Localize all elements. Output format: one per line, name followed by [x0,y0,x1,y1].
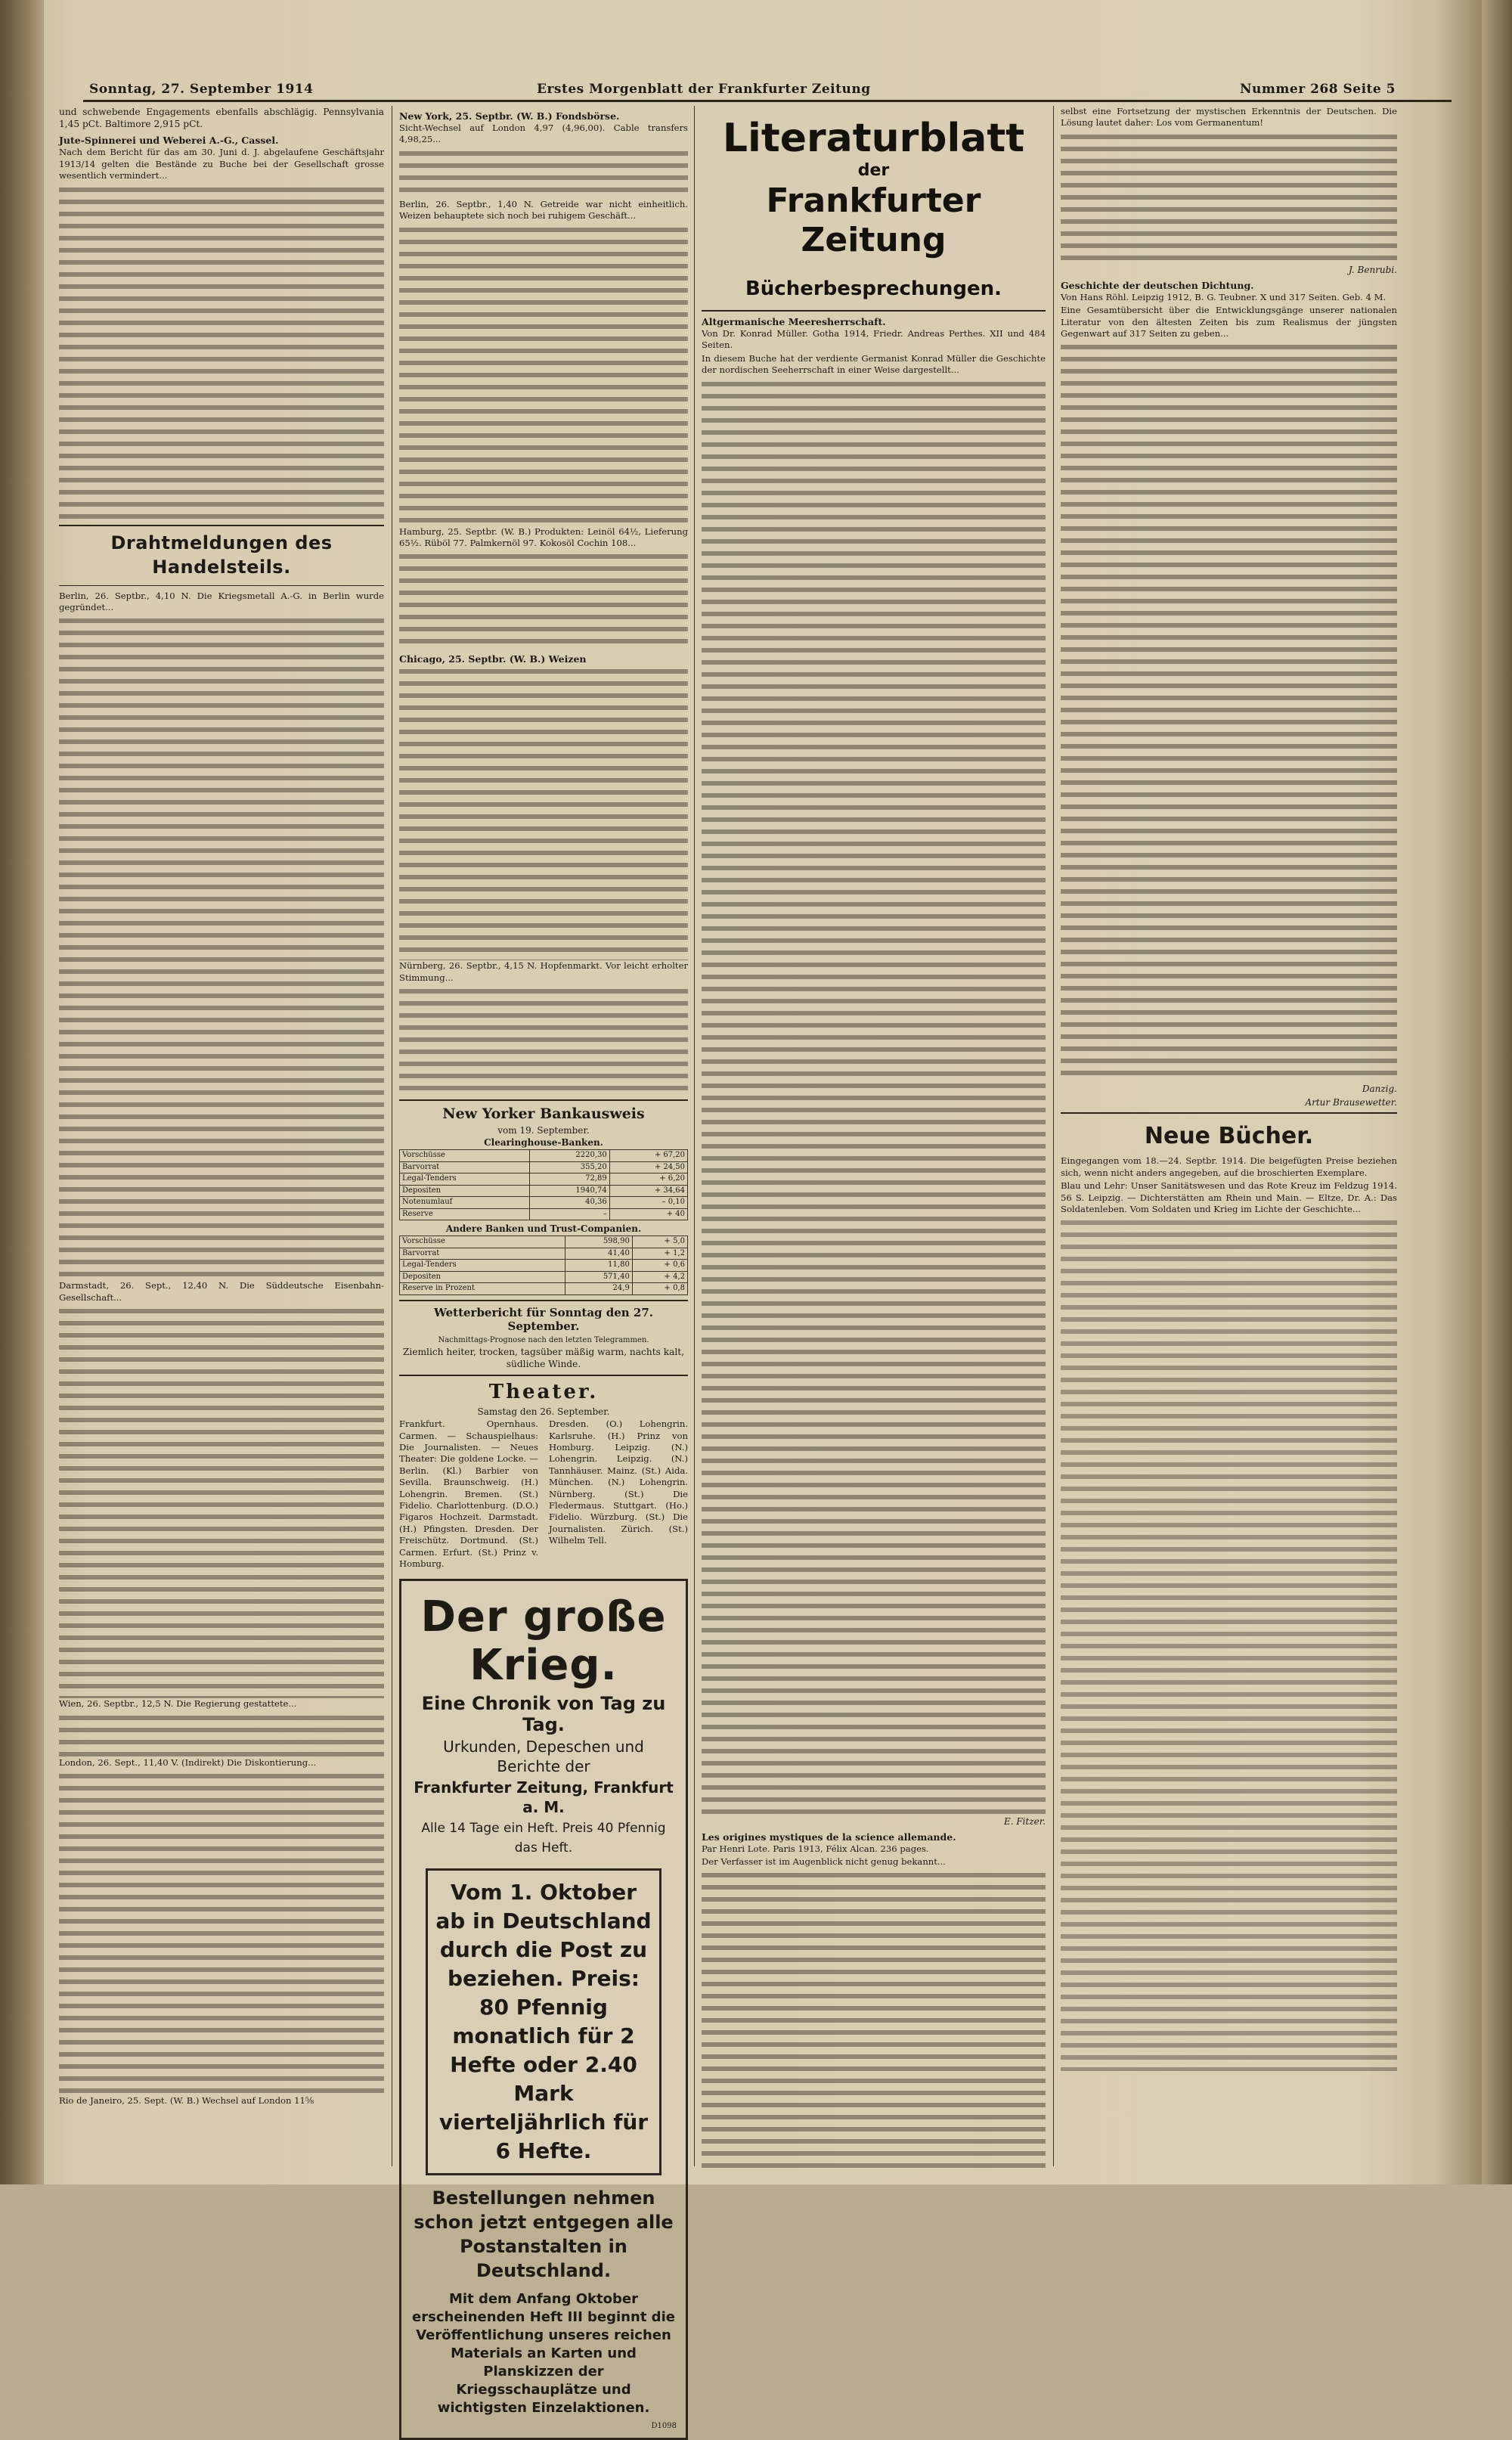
table-cell: 11,80 [565,1260,632,1272]
table-cell: Depositen [400,1185,530,1197]
berlin-grain: Berlin, 26. Septbr., 1,40 N. Getreide war nicht einheitlich. Weizen behauptete sich noch bei ruhigem Geschäft... [399,198,688,222]
table-cell: 571,40 [565,1271,632,1283]
ad-title: Der große Krieg. [420,1592,667,1691]
text-block [702,1869,1046,2172]
ad-line: Urkunden, Depeschen und Berichte der [443,1738,644,1776]
table-row [400,1236,688,1248]
chicago-heading: Chicago, 25. Septbr. (W. B.) Weizen [399,653,587,665]
new-books-intro: Eingegangen vom 18.—24. Septbr. 1914. Die beigefügten Preise beziehen sich, wenn nicht anders angegeben, auf die broschierten Exemplare. [1061,1155,1397,1178]
ad-price-text: Vom 1. Oktober ab in Deutschland durch die Post zu beziehen. Preis: 80 Pfennig monatlich für 2 Hefte oder 2.40 Mark vierteljährlich für 6 Hefte. [435,1880,652,2164]
table-cell: – 0,10 [609,1197,687,1209]
firm-heading: Jute-Spinnerei und Weberei A.-G., Cassel. [59,135,279,147]
table-cell: Barvorrat [400,1161,530,1173]
table-cell: 40,36 [530,1197,610,1209]
column-rule [1053,106,1054,2166]
newyork-heading: New York, 25. Septbr. (W. B.) Fondsbörse. [399,110,620,122]
table-cell: + 67,20 [609,1150,687,1162]
section-rule [399,1300,688,1301]
literature-title-der: der [857,161,890,180]
table-cell: Reserve in Prozent [400,1283,565,1295]
telegram-rio: Rio de Janeiro, 25. Sept. (W. B.) Wechsel auf London 11⅝ [59,2095,314,2107]
column-literature [702,106,1046,2166]
table-row [400,1197,688,1209]
section-rule [399,1375,688,1376]
table-cell: + 6,20 [609,1173,687,1186]
table-cell: Barvorrat [400,1248,565,1260]
hamburg-products: Hamburg, 25. Septbr. (W. B.) Produkten: Leinöl 64½, Lieferung 65½. Rüböl 77. Palmkernöl 97. Kokosöl Cochin 108... [399,526,688,549]
review-byline: Von Dr. Konrad Müller. Gotha 1914, Friedr. Andreas Perthes. XII und 484 Seiten. [702,328,1046,351]
text-block [1061,131,1397,263]
literature-title: Literaturblatt [722,116,1025,161]
column-commerce [59,106,384,2166]
ad-line: Alle 14 Tage ein Heft. Preis 40 Pfennig das Heft. [421,1821,666,1856]
table-row [400,1208,688,1220]
theater-title: Theater. [488,1381,599,1404]
bank-report-table [399,1149,688,1220]
section-rule [59,525,384,526]
review-title-2: Les origines mystiques de la science allemande. [702,1831,956,1843]
text-block [59,1712,384,1757]
book-binding [0,0,44,2184]
text-block [399,985,688,1095]
review-signature: J. Benrubi. [1349,264,1397,275]
table-cell: 1940,74 [530,1185,610,1197]
table-cell: + 5,0 [632,1236,687,1248]
masthead-title: Erstes Morgenblatt der Frankfurter Zeitung [537,82,871,97]
table-cell: 598,90 [565,1236,632,1248]
section-rule [399,1099,688,1101]
table-cell: + 1,2 [632,1248,687,1260]
masthead-date: Sonntag, 27. September 1914 [89,82,314,97]
weather-title: Wetterbericht für Sonntag den 27. September. [433,1305,654,1333]
review-byline-2: Par Henri Lote. Paris 1913, Félix Alcan. 236 pages. [702,1843,929,1854]
ad-line: Frankfurter Zeitung, Frankfurt a. M. [414,1778,674,1817]
review-place: Danzig. [1362,1084,1397,1095]
column-rule [694,106,695,2166]
review-signature-2: Artur Brausewetter. [1305,1097,1397,1108]
theater-list-right: Dresden. (O.) Lohengrin. Karlsruhe. (H.) Prinz von Homburg. Leipzig. (N.) Lohengrin. Leipzig. (N.) Tannhäuser. Mainz. (St.) Aida. München. (N.) Lohengrin. Nürnberg. (St.) Die Fledermaus. Stuttgart. (Ho.) Fidelio. Würzburg. (St.) Die Journalisten. Zürich. (St.) Wilhelm Tell. [549,1418,688,1546]
review-text: Eine Gesamtübersicht über die Entwicklungsgänge unserer nationalen Literatur von den ältesten Zeiten bis zum Realismus der jüngsten Gegenwart auf 317 Seiten zu geben... [1061,305,1397,339]
table-cell: Vorschüsse [400,1150,530,1162]
intro-text: und schwebende Engagements ebenfalls abschlägig. Pennsylvania 1,45 pCt. Baltimore 2,915 pCt. [59,107,384,130]
weather-subtitle: Nachmittags-Prognose nach den letzten Telegrammen. [438,1335,649,1344]
advertisement-der-grosse-krieg [399,1579,688,2440]
section-rule [1061,1112,1397,1114]
text-block [1061,341,1397,1082]
book-list-block [1061,1217,1397,2071]
table-cell: + 24,50 [609,1161,687,1173]
bank-report-subtitle: Clearinghouse-Banken. [484,1137,603,1149]
theater-list-left: Frankfurt. Opernhaus. Carmen. — Schauspielhaus: Die Journalisten. — Neues Theater: Die goldene Locke. — Berlin. (Kl.) Barbier von Sevilla. Braunschweig. (H.) Lohengrin. Bremen. (St.) Fidelio. Charlottenburg. (D.O.) Figaros Hochzeit. Darmstadt. (H.) Pfingsten. Dresden. Der Freischütz. Dortmund. (St.) Carmen. Erfurt. (St.) Prinz v. Homburg. [399,1418,538,1570]
section-rule [59,585,384,586]
column-books [1061,106,1397,2166]
table-cell: + 0,8 [632,1283,687,1295]
bank-report-subtitle-2: Andere Banken und Trust-Companien. [445,1223,642,1235]
table-cell: Depositen [400,1271,565,1283]
theater-listings [399,1418,688,1571]
table-cell: + 0,6 [632,1260,687,1272]
ad-heft-note: Mit dem Anfang Oktober erscheinenden Heft III beginnt die Veröffentlichung unseres reichen Materials an Karten und Planskizzen der Kriegsschauplätze und wichtigsten Einzelaktionen. [412,2291,675,2417]
text-block [59,184,384,520]
literature-subtitle: Bücherbesprechungen. [745,277,1002,300]
ad-order-text: Bestellungen nehmen schon jetzt entgegen alle Postanstalten in Deutschland. [414,2187,674,2282]
table-row [400,1260,688,1272]
page-edge [1482,0,1512,2184]
telegram-darmstadt: Darmstadt, 26. Sept., 12,40 N. Die Süddeutsche Eisenbahn-Gesellschaft... [59,1280,384,1303]
review-title: Altgermanische Meeresherrschaft. [702,316,886,327]
text-block [59,1305,384,1698]
table-cell: + 40 [609,1208,687,1220]
table-cell: Vorschüsse [400,1236,565,1248]
column-markets [399,106,688,2431]
ad-subtitle: Eine Chronik von Tag zu Tag. [421,1693,666,1736]
ad-price-box [426,1868,662,2175]
weather-text: Ziemlich heiter, trocken, tagsüber mäßig warm, nachts kalt, südliche Winde. [402,1346,685,1369]
bank-report-title: New Yorker Bankausweis [442,1105,645,1123]
table-row [400,1248,688,1260]
theater-date: Samstag den 26. September. [477,1406,610,1418]
text-block [399,147,688,199]
table-cell: Legal-Tenders [400,1260,565,1272]
section-rule [702,310,1046,312]
text-block [59,1770,384,2095]
literature-title-frankfurter: Frankfurter Zeitung [766,181,981,259]
review-text: In diesem Buche hat der verdiente Germanist Konrad Müller die Geschichte der nordischen Seeherrschaft in einer Weise dargestellt... [702,352,1046,376]
ad-code: D1098 [651,2422,677,2431]
table-cell: 355,20 [530,1161,610,1173]
table-cell: + 34,64 [609,1185,687,1197]
firm-text: Nach dem Bericht für das am 30. Juni d. J. abgelaufene Geschäftsjahr 1913/14 gelten die Bestände zu Buche bei der Gesellschaft grosse wesentlich vermindert... [59,147,384,181]
table-cell: – [530,1208,610,1220]
price-table [399,550,688,649]
table-row [400,1283,688,1295]
intro-text: selbst eine Fortsetzung der mystischen Erkenntnis der Deutschen. Die Lösung lautet daher: Los vom Germanentum! [1061,106,1397,129]
table-cell: 2220,30 [530,1150,610,1162]
new-books-list: Blau und Lehr: Unser Sanitätswesen und das Rote Kreuz im Feldzug 1914. 56 S. Leipzig. — Dichterstätten am Rhein und Main. — Eltze, Dr. A.: Das Soldatenleben. Vom Soldaten und Krieg im Lichte der Geschichte... [1061,1180,1397,1215]
masthead-rule [83,100,1452,102]
nuremberg-hops: Nürnberg, 26. Septbr., 4,15 N. Hopfenmarkt. Vor leicht erholter Stimmung... [399,960,688,983]
review-title: Geschichte der deutschen Dichtung. [1061,279,1254,291]
review-text-2: Der Verfasser ist im Augenblick nicht genug bekannt... [702,1856,946,1868]
telegram-berlin: Berlin, 26. Septbr., 4,10 N. Die Kriegsmetall A.-G. in Berlin wurde gegründet... [59,590,384,613]
bank-report-date: vom 19. September. [497,1125,590,1136]
review-signature: E. Fitzer. [1003,1815,1046,1827]
telegram-london: London, 26. Sept., 11,40 V. (Indirekt) Die Diskontierung... [59,1756,317,1768]
text-block [702,378,1046,1815]
table-row [400,1173,688,1186]
price-table [399,847,688,960]
newyork-text: Sicht-Wechsel auf London 4,97 (4,96,00). Cable transfers 4,98,25... [399,122,688,145]
table-cell: + 4,2 [632,1271,687,1283]
table-cell: 41,40 [565,1248,632,1260]
text-block [399,224,688,526]
table-row [400,1161,688,1173]
text-block [59,615,384,1280]
table-cell: 24,9 [565,1283,632,1295]
table-row [400,1150,688,1162]
table-cell: 72,89 [530,1173,610,1186]
table-cell: Reserve [400,1208,530,1220]
new-books-title: Neue Bücher. [1144,1123,1314,1150]
telegram-wien: Wien, 26. Septbr., 12,5 N. Die Regierung gestattete... [59,1698,297,1710]
table-cell: Notenumlauf [400,1197,530,1209]
review-byline: Von Hans Röhl. Leipzig 1912, B. G. Teubner. X und 317 Seiten. Geb. 4 M. [1061,291,1387,302]
bank-report-table-2 [399,1236,688,1295]
text-block [399,665,688,847]
table-cell: Legal-Tenders [400,1173,530,1186]
section-title-telegrams: Drahtmeldungen des Handelsteils. [110,532,333,578]
table-row [400,1271,688,1283]
masthead-page-number: Nummer 268 Seite 5 [1240,82,1396,97]
table-row [400,1185,688,1197]
